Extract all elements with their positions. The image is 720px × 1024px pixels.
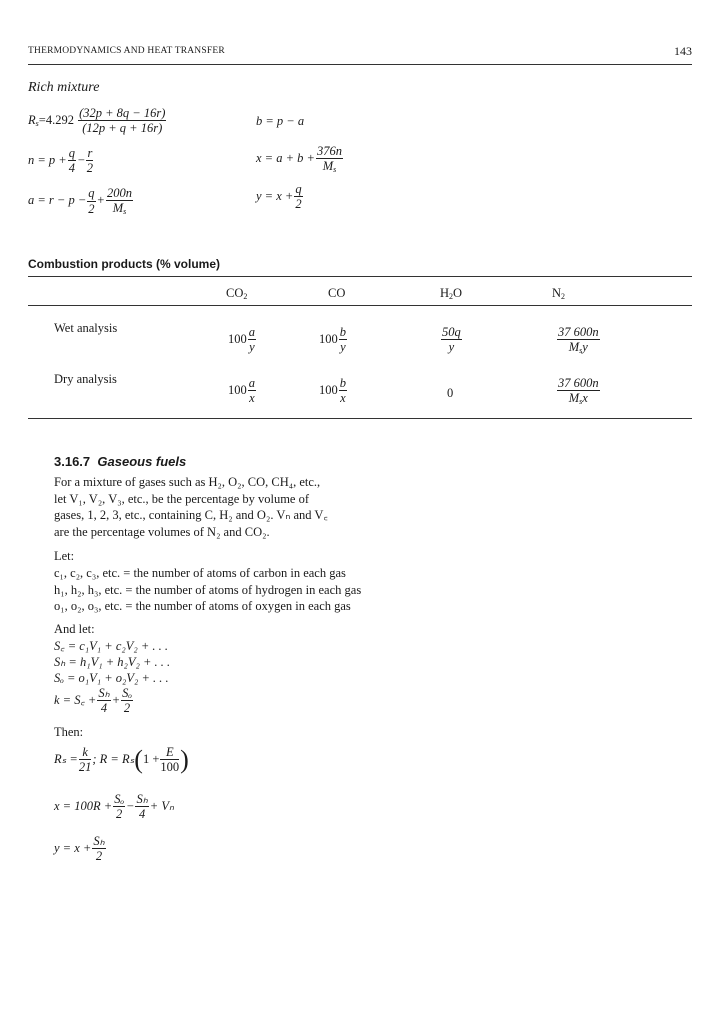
definitions-list: c₁, c₂, c₃, etc. = the number of atoms of carbon in each gas h₁, h₂, h₃, etc. = the number of atoms of hydrogen in each gas o₁, o₂, o₃, etc. = the number of atoms of oxygen in each gas xyxy=(54,566,362,613)
cell-dry-co: 100 $\frac{b}{x}$ xyxy=(319,376,346,406)
equation-x: x = a + b + $\frac{376n}{M_s}$ xyxy=(256,144,342,175)
equation-a: a = r − p − $\frac{q}{2}$ + $\frac{200n}{M_s}$ xyxy=(28,186,132,217)
column-header-n2: $N_2$ xyxy=(552,286,566,301)
equation-x-gaseous: x = 100R + $\frac{\text{Sₒ}}{2}$ − $\frac{\text{Sₕ}}{4}$ + Vₙ xyxy=(54,792,174,822)
let-label: Let: xyxy=(54,549,75,563)
equation-rs: $R_s=4.292$ $\frac{(32p + 8q - 16r)}{(12p + q + 16r)}$ xyxy=(28,106,166,136)
cell-dry-n2: 37 600n $M_sx$ xyxy=(558,376,599,407)
equation-y-gaseous: y = x + $\frac{\text{Sₕ}}{2}$ xyxy=(54,834,105,864)
equation-b: b = p − a xyxy=(256,114,305,128)
header-rule xyxy=(28,64,692,65)
table-header-rule xyxy=(28,305,692,306)
equation-n: n = p + $\frac{q}{4}$ − $\frac{r}{2}$ xyxy=(28,146,93,176)
rich-mixture-heading: Rich mixture xyxy=(28,80,100,95)
page-number: 143 xyxy=(674,44,692,58)
running-title: THERMODYNAMICS AND HEAT TRANSFER xyxy=(28,46,225,56)
cell-wet-co: 100 $\frac{b}{y}$ xyxy=(319,325,346,355)
sums-list: S꜀ = c₁V₁ + c₂V₂ + . . . Sₕ = h₁V₁ + h₂V₂ + . . . Sₒ = o₁V₁ + o₂V₂ + . . . xyxy=(54,639,171,685)
column-header-co2: $CO_2$ xyxy=(226,286,248,301)
cell-dry-h2o: 0 xyxy=(447,386,454,400)
table-top-rule xyxy=(28,276,692,277)
row-label-dry: Dry analysis xyxy=(54,372,117,386)
equation-rs-gaseous: Rₛ = $\frac{k}{21}$ ; R = Rₛ(1 + $\frac{E}{100}$ ) xyxy=(54,744,189,775)
cell-wet-n2: 37 600n $M_sy$ xyxy=(558,325,599,356)
row-label-wet: Wet analysis xyxy=(54,321,118,335)
cell-dry-co2: 100 $\frac{a}{x}$ xyxy=(228,376,255,406)
column-header-h2o: $H_2O$ xyxy=(440,286,463,301)
equation-y: y = x + $\frac{q}{2}$ xyxy=(256,182,302,212)
intro-paragraph: For a mixture of gases such as H₂, O₂, CO, CH₄, etc., let V₁, V₂, V₃, etc., be the percentage by volume of gases, 1, 2, 3, etc., containing C, H₂ and O₂. Vₙ and V꜀ are the percentage volumes of N₂ and CO₂. xyxy=(54,475,328,539)
cell-wet-co2: 100 $\frac{a}{y}$ xyxy=(228,325,255,355)
equation-k: k = S꜀ + $\frac{\text{Sₕ}}{4}$ + $\frac{\text{Sₒ}}{2}$ xyxy=(54,686,132,716)
table-bottom-rule xyxy=(28,418,692,419)
section-heading: 3.16.7 Gaseous fuels xyxy=(54,454,187,469)
cell-wet-h2o: $\frac{50q}{y}$ xyxy=(442,325,461,355)
column-header-co: CO xyxy=(328,286,346,300)
and-let-label: And let: xyxy=(54,622,95,636)
then-label: Then: xyxy=(54,725,84,739)
table-title: Combustion products (% volume) xyxy=(28,257,220,271)
